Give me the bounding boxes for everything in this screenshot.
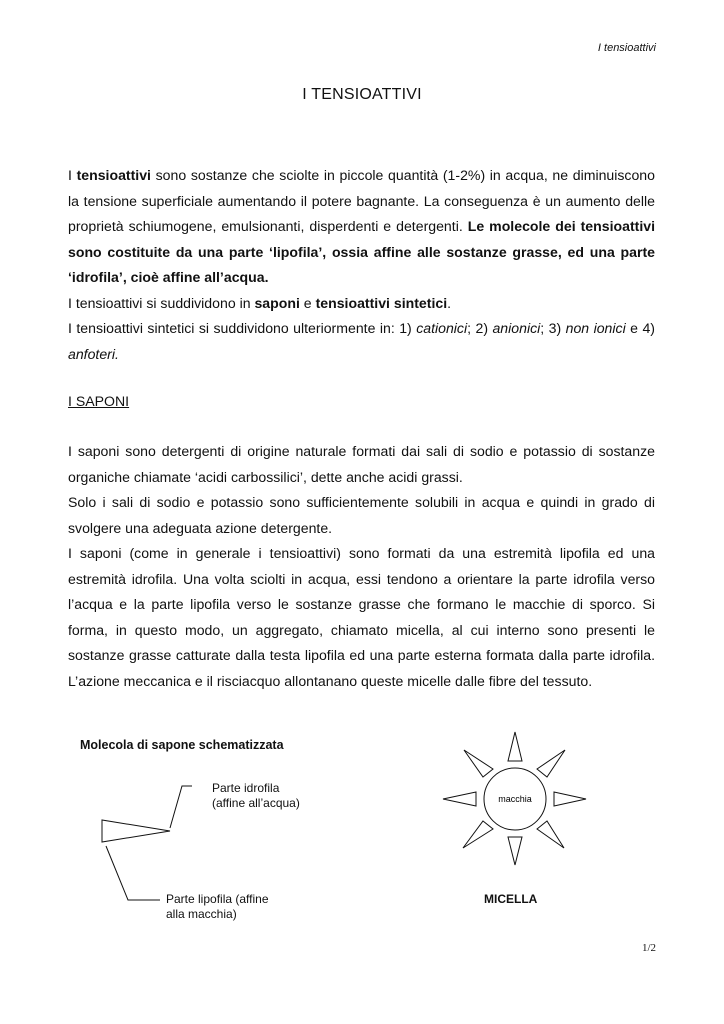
micella-tail-right <box>554 792 586 806</box>
text-run: ; 2) <box>467 320 493 336</box>
page-number: 1/2 <box>641 942 656 954</box>
micella-tail-left <box>443 792 476 806</box>
micella-tail-top <box>508 732 522 761</box>
text-run: tensioattivi <box>76 167 151 183</box>
text-run: anfoteri. <box>68 345 119 362</box>
text-run: cationici <box>416 320 468 336</box>
label-micella: MICELLA <box>484 892 538 906</box>
micella-tail-top-right <box>537 750 565 777</box>
leader-line-lipofila <box>106 846 160 900</box>
label-lipofila-line-1: Parte lipofila (affine <box>166 892 269 906</box>
saponi-paragraph-1: I saponi sono detergenti di origine naturale formati dai sali di sodio e potassio di sostanze organiche chiamate ‘acidi carbossilici’, dette anche acidi grassi. <box>68 443 655 485</box>
intro-paragraph-1 <box>68 163 655 291</box>
text-run: non ionici <box>565 320 626 336</box>
text-run: ; 3) <box>540 320 566 336</box>
micella-tail-bottom-left <box>463 821 493 848</box>
figure-title: Molecola di sapone schematizzata <box>80 738 284 752</box>
text-run: Le molecole dei tensioattivi sono costituite da una parte ‘lipofila’, ossia affine alle sostanze grasse, ed una parte ‘idrofila’, cioè affine all’acqua. <box>68 218 655 285</box>
text-run: saponi <box>254 294 300 311</box>
text-run: I tensioattivi si suddividono in <box>68 294 255 311</box>
text-run: tensioattivi sintetici <box>315 294 448 311</box>
saponi-paragraph-2: Solo i sali di sodio e potassio sono sufficientemente solubili in acqua e quindi in grado di svolgere una adeguata azione detergente. <box>68 494 655 536</box>
label-idrofila <box>212 781 300 811</box>
label-idrofila-line-1: Parte idrofila <box>212 781 280 795</box>
page-title: I TENSIOATTIVI <box>302 86 422 103</box>
saponi-paragraph-3: I saponi (come in generale i tensioattivi) sono formati da una estremità lipofila ed una estremità idrofila. Una volta sciolti in acqua, essi tendono a orientare la parte idrofila verso l’acqua e la parte lipofila verso le sostanze grasse che formano le macchie di sporco. Si forma, in questo modo, un aggregato, chiamato micella, al cui interno sono presenti le sostanze grasse catturate dalla testa lipofila ed una parte esterna formata dalla parte idrofila. L’azione meccanica e il risciacquo allontanano queste micelle dalle fibre del tessuto. <box>68 545 655 689</box>
label-idrofila-line-2: (affine all’acqua) <box>212 796 300 810</box>
label-lipofila-line-2: alla macchia) <box>166 907 237 921</box>
saponi-section <box>68 439 655 694</box>
micella-tail-bottom-right <box>537 821 564 848</box>
text-run: sono sostanze che sciolte in piccole quantità (1-2%) in acqua, ne diminuiscono la tensione superficiale aumentando il potere bagnante. La conseguenza è un aumento delle proprietà schiumogene, emulsionanti, disperdenti e detergenti. <box>68 167 655 234</box>
text-run: I <box>68 167 77 183</box>
text-run: I tensioattivi sintetici si suddividono ulteriormente in: 1) <box>68 320 417 336</box>
leader-line-idrofila <box>170 786 192 828</box>
section-heading: I SAPONI <box>68 393 130 409</box>
micella-tail-bottom <box>508 837 522 865</box>
running-header: I tensioattivi <box>597 42 656 54</box>
micella-tail-top-left <box>464 750 493 777</box>
saponi-section-heading <box>68 389 655 415</box>
micella-center-label: macchia <box>498 794 532 804</box>
intro-paragraph-3 <box>68 316 655 367</box>
text-run: e 4) <box>625 320 655 336</box>
molecule-shape <box>102 820 170 842</box>
intro-paragraph-2 <box>68 291 655 317</box>
micella-diagram <box>438 728 598 873</box>
text-run: e <box>299 294 316 311</box>
label-lipofila <box>166 892 269 922</box>
text-run: anionici <box>492 320 541 336</box>
intro-section <box>68 163 655 367</box>
soap-molecule-diagram <box>90 770 220 910</box>
text-run: . <box>447 294 452 311</box>
